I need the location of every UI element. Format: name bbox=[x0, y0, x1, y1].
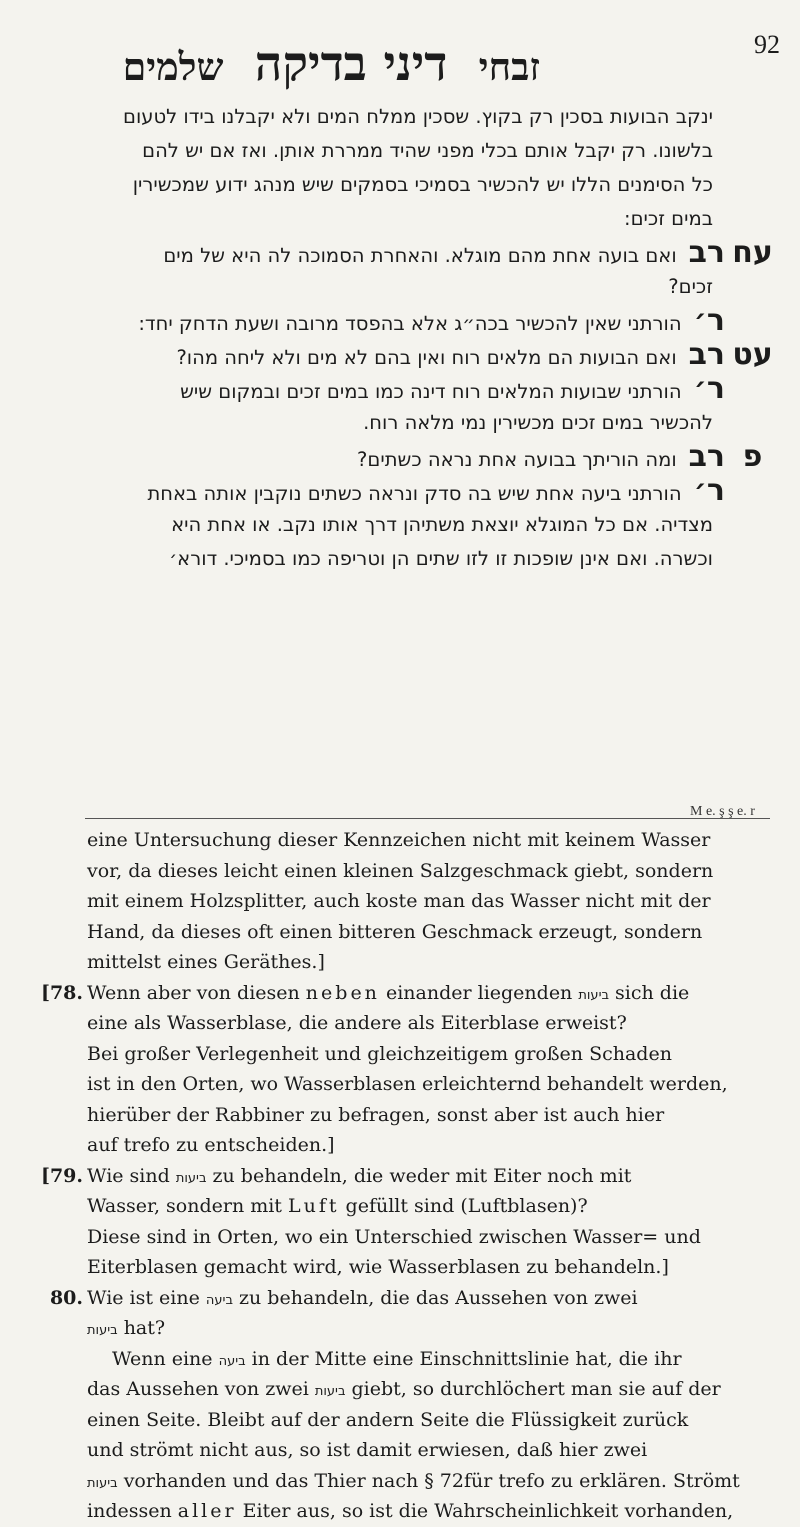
text-span: das Aussehen von zwei bbox=[87, 1378, 315, 1400]
text-line: mit einem Holzsplitter, auch koste man das Wasser nicht mit der bbox=[87, 890, 711, 912]
section-number: [79. bbox=[40, 1164, 83, 1187]
margin-section-number: עח bbox=[732, 236, 773, 270]
text-line bbox=[87, 1374, 758, 1405]
speaker-label: רב bbox=[688, 440, 725, 474]
hebrew-line bbox=[90, 338, 780, 372]
hebrew-text: הורתני שבועות המלאים רוח דינה כמו במים זכים ובמקום שיש bbox=[180, 380, 682, 403]
text-line bbox=[87, 1344, 758, 1375]
running-title-main: דיני בדיקה bbox=[254, 36, 448, 92]
text-span: in der Mitte eine Einschnittslinie hat, die ihr bbox=[245, 1347, 682, 1370]
text-span: giebt, so durchlöchert man sie auf der bbox=[345, 1378, 721, 1400]
speaker-label: ר׳ bbox=[693, 304, 725, 338]
text-line: mittelst eines Geräthes.] bbox=[87, 951, 325, 973]
speaker-label: רב bbox=[688, 338, 725, 372]
hebrew-line bbox=[90, 134, 780, 168]
running-title bbox=[123, 36, 540, 92]
text-line: ist in den Orten, wo Wasserblasen erleichternd behandelt werden, bbox=[87, 1073, 728, 1095]
text-span: Wie ist eine bbox=[87, 1286, 206, 1309]
text-line: eine Untersuchung dieser Kennzeichen nicht mit keinem Wasser bbox=[87, 829, 711, 851]
hebrew-text: הורתני שאין להכשיר בכה״ג אלא בהפסד מרובה ושעת הדחק יחד: bbox=[138, 312, 682, 335]
hebrew-text: וכשרה. ואם אינן שופכות זו לזו שתים הן וטריפה כמו בסמיכי. דורא׳ bbox=[169, 547, 713, 570]
hebrew-term: ביעות bbox=[314, 1384, 346, 1399]
text-line bbox=[40, 1161, 758, 1192]
hebrew-line bbox=[90, 202, 780, 236]
text-line bbox=[87, 1466, 758, 1497]
text-span: sich die bbox=[609, 981, 690, 1004]
hebrew-line bbox=[90, 236, 780, 270]
text-span: Eiter aus, so ist die Wahrscheinlichkeit vorhanden, bbox=[236, 1500, 734, 1522]
hebrew-line bbox=[90, 474, 780, 508]
text-line: hierüber der Rabbiner zu befragen, sonst aber ist auch hier bbox=[87, 1103, 665, 1126]
text-span: indessen bbox=[87, 1500, 178, 1522]
section-divider bbox=[85, 818, 770, 819]
text-span: zu behandeln, die weder mit Eiter noch mit bbox=[206, 1164, 632, 1187]
hebrew-term: ביעה bbox=[218, 1353, 246, 1369]
text-span: zu behandeln, die das Aussehen von zwei bbox=[232, 1286, 638, 1309]
text-span: Wenn aber von diesen bbox=[87, 981, 306, 1004]
hebrew-text: ואם בועה אחת מהם מוגלא. והאחרת הסמוכה לה היא של מים bbox=[163, 244, 677, 267]
hebrew-text: זכים? bbox=[668, 275, 713, 298]
text-line bbox=[87, 1191, 758, 1222]
hebrew-term: ביעות bbox=[87, 1475, 118, 1491]
hebrew-text: בלשונו. רק יקבל אותם בכלי מפני שהיד ממררת אותן. ואז אם יש להם bbox=[142, 139, 713, 162]
text-line: Hand, da dieses oft einen bitteren Geschmack erzeugt, sondern bbox=[87, 920, 703, 943]
hebrew-text: כל הסימנים הללו יש להכשיר בסמיכי בסמקים שיש מנהג ידוע שמכשירין bbox=[132, 173, 713, 196]
speaker-label: רב bbox=[688, 236, 725, 270]
text-span: vorhanden und das Thier nach § 72für trefo zu erklären. Strömt bbox=[123, 1469, 740, 1492]
text-line: vor, da dieses leicht einen kleinen Salzgeschmack giebt, sondern bbox=[87, 859, 714, 882]
text-line: auf trefo zu entscheiden.] bbox=[87, 1134, 335, 1156]
hebrew-line bbox=[90, 100, 780, 134]
text-line: Eiterblasen gemacht wird, wie Wasserblasen zu behandeln.] bbox=[87, 1256, 669, 1278]
hebrew-text: ומה הוריתך בבועה אחת נראה כשתים? bbox=[357, 448, 677, 471]
emphasis-span: neben bbox=[305, 981, 380, 1004]
emphasis-span: Luft bbox=[287, 1195, 340, 1217]
text-span: Wenn eine bbox=[112, 1347, 219, 1370]
speaker-label: ר׳ bbox=[693, 474, 725, 508]
text-line bbox=[40, 978, 758, 1009]
text-line: Bei großer Verlegenheit und gleichzeitigem großen Schaden bbox=[87, 1042, 672, 1065]
hebrew-text: להכשיר במים זכים מכשירין נמי מלאה רוח. bbox=[363, 411, 713, 434]
hebrew-term: ביעות bbox=[87, 1323, 118, 1338]
emphasis-span: aller bbox=[177, 1500, 237, 1522]
hebrew-line bbox=[90, 508, 780, 542]
hebrew-text-block bbox=[90, 100, 780, 576]
hebrew-text: ינקב הבועות בסכין רק בקוץ. שסכין ממלח המים ולא יקבלנו בידו לטעום bbox=[123, 105, 713, 128]
hebrew-term: ביעה bbox=[205, 1292, 233, 1308]
hebrew-text: מצדיה. אם כל המוגלא יוצאת משתיהן דרך אותו נקב. או אחת היא bbox=[171, 513, 713, 536]
text-span: Wasser, sondern mit bbox=[87, 1195, 288, 1217]
running-head bbox=[95, 30, 780, 90]
text-line bbox=[87, 1313, 758, 1344]
hebrew-line bbox=[90, 304, 780, 338]
running-title-left: שלמים bbox=[122, 44, 224, 89]
hebrew-line bbox=[90, 168, 780, 202]
margin-section-number: פ bbox=[742, 440, 763, 474]
running-title-right: זבחי bbox=[478, 44, 540, 89]
text-span: Wie sind bbox=[87, 1164, 176, 1187]
hebrew-line bbox=[90, 372, 780, 406]
speaker-label: ר׳ bbox=[693, 372, 725, 406]
page-number: 92 bbox=[754, 30, 780, 59]
hebrew-text: הורתני ביעה אחת שיש בה סדק ונראה כשתים נוקבין אותה באחת bbox=[147, 482, 682, 505]
section-number: 80. bbox=[49, 1286, 83, 1309]
hebrew-line bbox=[90, 440, 780, 474]
text-span: gefüllt sind (Luftblasen)? bbox=[339, 1195, 588, 1217]
text-line: und strömt nicht aus, so ist damit erwiesen, daß hier zwei bbox=[87, 1439, 648, 1461]
hebrew-text: ואם הבועות הם מלאים רוח ואין בהם לא מים ולא ליחה מהו? bbox=[176, 346, 677, 369]
german-text-block bbox=[40, 825, 758, 1527]
text-line bbox=[49, 1283, 758, 1314]
hebrew-text: במים זכים: bbox=[624, 207, 713, 230]
text-line bbox=[87, 1496, 758, 1527]
text-line: einen Seite. Bleibt auf der andern Seite die Flüssigkeit zurück bbox=[87, 1408, 689, 1431]
margin-note: M e. ş ş e. r bbox=[690, 804, 755, 819]
section-number: [78. bbox=[40, 981, 83, 1004]
text-line: Diese sind in Orten, wo ein Unterschied zwischen Wasser= und bbox=[87, 1225, 701, 1248]
hebrew-term: ביעות bbox=[578, 987, 609, 1003]
hebrew-line bbox=[90, 542, 780, 576]
hebrew-term: ביעות bbox=[175, 1170, 207, 1186]
hebrew-line bbox=[90, 270, 780, 304]
text-span: einander liegenden bbox=[379, 981, 579, 1004]
text-span: hat? bbox=[117, 1317, 166, 1339]
margin-section-number: עט bbox=[732, 338, 773, 372]
text-line: eine als Wasserblase, die andere als Eiterblase erweist? bbox=[87, 1012, 627, 1034]
hebrew-line bbox=[90, 406, 780, 440]
